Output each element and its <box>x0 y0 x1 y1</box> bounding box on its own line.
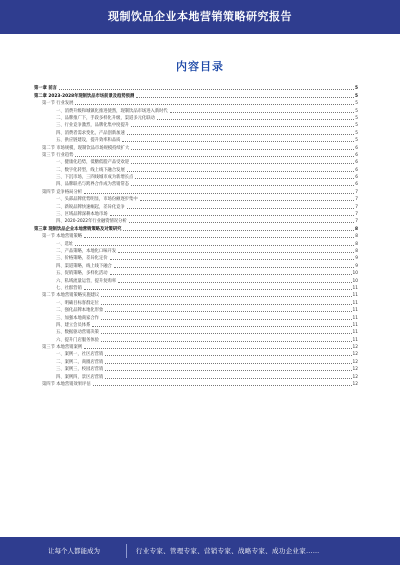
document-title: 现制饮品企业本地营销策略研究报告 <box>108 10 292 23</box>
toc-entry-page: 12 <box>352 352 358 358</box>
toc-entry-page: 6 <box>355 152 358 158</box>
toc-leader-dots <box>75 156 354 157</box>
toc-leader-dots <box>101 333 352 334</box>
header-bar <box>0 0 400 34</box>
toc-entry-label: 四、消费者需求变化，产品创新加速 <box>56 130 125 136</box>
toc-entry[interactable] <box>34 91 358 98</box>
toc-entry-label: 第二节 市场规模，现制饮品市场规模持续扩大 <box>42 145 130 151</box>
toc-entry[interactable] <box>34 136 358 143</box>
footer-bar <box>0 537 400 565</box>
toc-entry-page: 12 <box>352 374 358 380</box>
toc-entry[interactable] <box>34 247 358 254</box>
toc-leader-dots <box>75 104 354 105</box>
toc-entry-page: 11 <box>352 322 358 328</box>
toc-leader-dots <box>101 304 352 305</box>
toc-entry-label: 一、消费升级和城镇化推进使然，现制饮品市场进入新时代 <box>56 108 168 114</box>
toc-entry[interactable] <box>34 232 358 239</box>
toc-entry-label: 五、数据驱动营销决策 <box>56 330 99 336</box>
toc-entry-page: 5 <box>355 130 358 136</box>
toc-entry-label: 四、品牌联名与跨界合作成为营销常态 <box>56 182 130 188</box>
footer-slogan: 让每个人都能成为 <box>48 547 100 555</box>
toc-entry[interactable] <box>34 84 358 91</box>
toc-entry[interactable] <box>34 350 358 357</box>
toc-entry[interactable] <box>34 114 358 121</box>
toc-entry-page: 10 <box>352 278 358 284</box>
toc-entry-label: 一、头部品牌优势明显，市场份额逐步集中 <box>56 197 138 203</box>
toc-entry-page: 8 <box>355 248 358 254</box>
toc-leader-dots <box>136 97 354 98</box>
toc-leader-dots <box>127 171 355 172</box>
table-of-contents <box>34 84 358 387</box>
toc-entry-label: 二、案例二，商圈店营销 <box>56 359 104 365</box>
toc-leader-dots <box>105 370 351 371</box>
toc-entry-label: 一、选址 <box>56 241 74 247</box>
toc-entry-label: 五、供应链建设，提升效率和品质 <box>56 138 121 144</box>
toc-leader-dots <box>123 230 354 231</box>
toc-entry[interactable] <box>34 106 358 113</box>
toc-entry-label: 第二章 2023-2028年现制饮品市场前景及趋势预测 <box>34 93 135 99</box>
toc-entry[interactable] <box>34 165 358 172</box>
toc-entry-label: 六、私域流量运营，提升复购率 <box>56 278 117 284</box>
toc-entry[interactable] <box>34 187 358 194</box>
toc-leader-dots <box>127 208 355 209</box>
toc-leader-dots <box>92 326 351 327</box>
toc-entry-page: 12 <box>352 367 358 373</box>
toc-entry-page: 5 <box>355 123 358 129</box>
toc-entry-label: 四、2020-2022年行业融资情况分析 <box>56 219 127 225</box>
toc-entry-page: 12 <box>352 382 358 388</box>
toc-entry-page: 6 <box>355 145 358 151</box>
toc-entry-page: 6 <box>355 167 358 173</box>
toc-entry-page: 8 <box>355 241 358 247</box>
toc-entry-label: 第三节 本地营销案例 <box>42 345 83 351</box>
toc-entry-label: 二、强化品牌本地化形象 <box>56 308 104 314</box>
toc-entry-label: 二、数字化转型，线上线下融合发展 <box>56 167 125 173</box>
toc-entry-page: 11 <box>352 300 358 306</box>
toc-entry[interactable] <box>34 291 358 298</box>
toc-leader-dots <box>129 222 355 223</box>
toc-leader-dots <box>105 355 351 356</box>
toc-leader-dots <box>110 274 352 275</box>
toc-entry-page: 12 <box>352 359 358 365</box>
toc-entry-page: 5 <box>355 138 358 144</box>
toc-leader-dots <box>118 282 351 283</box>
toc-entry-label: 二、产品策略，本地化口味开发 <box>56 248 117 254</box>
toc-entry-label: 第四节 本地营销效果评估 <box>42 382 91 388</box>
toc-entry[interactable] <box>34 151 358 158</box>
toc-leader-dots <box>84 348 351 349</box>
toc-leader-dots <box>131 149 354 150</box>
toc-entry[interactable] <box>34 269 358 276</box>
toc-entry[interactable] <box>34 195 358 202</box>
toc-entry-label: 一、健康化趋势，低糖低脂产品受欢迎 <box>56 160 130 166</box>
toc-entry-page: 6 <box>355 160 358 166</box>
toc-entry-page: 7 <box>355 212 358 218</box>
toc-entry-page: 5 <box>355 86 358 92</box>
footer-tagline: 行业专家、管理专家、营销专家、战略专家、成功企业家…… <box>136 547 320 555</box>
toc-leader-dots <box>105 378 351 379</box>
toc-entry[interactable] <box>34 210 358 217</box>
toc-entry-page: 5 <box>355 93 358 99</box>
toc-entry-label: 三、下沉市场，三四线城市成为新增长点 <box>56 175 134 181</box>
toc-entry-label: 三、价格策略，差异化定价 <box>56 256 108 262</box>
toc-leader-dots <box>131 185 354 186</box>
toc-entry-label: 五、促销策略，多样化活动 <box>56 271 108 277</box>
toc-leader-dots <box>75 245 354 246</box>
toc-entry[interactable] <box>34 180 358 187</box>
toc-leader-dots <box>59 89 354 90</box>
toc-entry-label: 三、加强本地商家合作 <box>56 315 99 321</box>
toc-entry-label: 二、新锐品牌快速崛起，差异化竞争 <box>56 204 125 210</box>
toc-entry[interactable] <box>34 261 358 268</box>
toc-leader-dots <box>105 311 351 312</box>
toc-entry-page: 6 <box>355 182 358 188</box>
toc-entry-page: 11 <box>352 308 358 314</box>
toc-entry-page: 8 <box>355 234 358 240</box>
toc-entry-page: 12 <box>352 345 358 351</box>
toc-entry-label: 第一节 本地营销策略 <box>42 234 83 240</box>
toc-leader-dots <box>122 141 354 142</box>
toc-leader-dots <box>118 252 354 253</box>
toc-leader-dots <box>93 385 352 386</box>
toc-leader-dots <box>140 200 355 201</box>
toc-entry-label: 四、建立会员体系 <box>56 322 91 328</box>
toc-entry[interactable] <box>34 224 358 231</box>
toc-leader-dots <box>157 119 354 120</box>
toc-leader-dots <box>131 126 354 127</box>
toc-entry[interactable] <box>34 335 358 342</box>
toc-entry-label: 一、明确目标客群定位 <box>56 300 99 306</box>
toc-entry-label: 第一章 前言 <box>34 86 57 92</box>
toc-entry-label: 四、渠道策略，线上线下融合 <box>56 263 112 269</box>
toc-leader-dots <box>84 237 354 238</box>
toc-leader-dots <box>131 163 354 164</box>
toc-entry-page: 7 <box>355 219 358 225</box>
toc-leader-dots <box>110 215 355 216</box>
toc-entry-label: 六、提升门店服务体验 <box>56 337 99 343</box>
toc-entry[interactable] <box>34 239 358 246</box>
toc-entry-label: 第三章 现制饮品企业本地营销策略及对策研究 <box>34 226 122 232</box>
toc-entry-page: 5 <box>355 115 358 121</box>
toc-entry[interactable] <box>34 298 358 305</box>
toc-entry[interactable] <box>34 128 358 135</box>
toc-entry[interactable] <box>34 254 358 261</box>
toc-entry-label: 第四节 竞争格局分析 <box>42 189 83 195</box>
toc-entry[interactable] <box>34 328 358 335</box>
toc-entry[interactable] <box>34 143 358 150</box>
toc-entry-page: 7 <box>355 204 358 210</box>
toc-entry-page: 11 <box>352 337 358 343</box>
toc-entry[interactable] <box>34 276 358 283</box>
toc-leader-dots <box>127 134 355 135</box>
toc-leader-dots <box>114 267 354 268</box>
toc-entry-page: 6 <box>355 175 358 181</box>
toc-entry[interactable] <box>34 306 358 313</box>
toc-entry[interactable] <box>34 99 358 106</box>
toc-leader-dots <box>101 296 351 297</box>
toc-entry-page: 11 <box>352 330 358 336</box>
toc-leader-dots <box>101 319 352 320</box>
toc-entry[interactable] <box>34 284 358 291</box>
toc-entry-label: 一、案例一，社区店营销 <box>56 352 104 358</box>
toc-entry[interactable] <box>34 313 358 320</box>
toc-leader-dots <box>110 259 355 260</box>
toc-leader-dots <box>84 289 352 290</box>
toc-entry[interactable] <box>34 121 358 128</box>
toc-entry[interactable] <box>34 202 358 209</box>
toc-entry-label: 四、案例四，景区店营销 <box>56 374 104 380</box>
toc-entry[interactable] <box>34 365 358 372</box>
toc-entry[interactable] <box>34 217 358 224</box>
toc-entry-label: 三、案例三，校园店营销 <box>56 367 104 373</box>
toc-leader-dots <box>84 193 354 194</box>
toc-entry[interactable] <box>34 321 358 328</box>
toc-entry[interactable] <box>34 380 358 387</box>
footer-divider <box>126 544 127 558</box>
toc-entry-label: 三、区域品牌深耕本地市场 <box>56 212 108 218</box>
toc-entry-label: 七、社群营销 <box>56 285 82 291</box>
toc-heading: 内容目录 <box>176 60 224 73</box>
toc-entry-page: 8 <box>355 226 358 232</box>
toc-leader-dots <box>101 341 352 342</box>
toc-entry[interactable] <box>34 372 358 379</box>
toc-entry-page: 7 <box>355 189 358 195</box>
toc-entry-label: 二、品牌推广下，手段多样化升级，渠道多元化联动 <box>56 115 155 121</box>
toc-entry-page: 11 <box>352 315 358 321</box>
toc-entry-page: 5 <box>355 108 358 114</box>
toc-entry-label: 三、行业竞争激烈，品牌化集中度提升 <box>56 123 130 129</box>
toc-entry-page: 10 <box>352 271 358 277</box>
toc-entry-page: 9 <box>355 263 358 269</box>
toc-entry[interactable] <box>34 343 358 350</box>
toc-entry[interactable] <box>34 158 358 165</box>
toc-entry-label: 第三节 行业趋势 <box>42 152 74 158</box>
toc-entry-page: 11 <box>352 285 358 291</box>
toc-entry[interactable] <box>34 357 358 364</box>
toc-entry-label: 第二节 本地营销策略实施建议 <box>42 293 100 299</box>
toc-entry[interactable] <box>34 173 358 180</box>
toc-entry-page: 7 <box>355 197 358 203</box>
toc-entry-page: 9 <box>355 256 358 262</box>
toc-entry-page: 5 <box>355 101 358 107</box>
toc-leader-dots <box>170 112 355 113</box>
toc-leader-dots <box>105 363 351 364</box>
toc-leader-dots <box>135 178 354 179</box>
toc-entry-page: 11 <box>352 293 358 299</box>
toc-entry-label: 第一节 行业发展 <box>42 101 74 107</box>
